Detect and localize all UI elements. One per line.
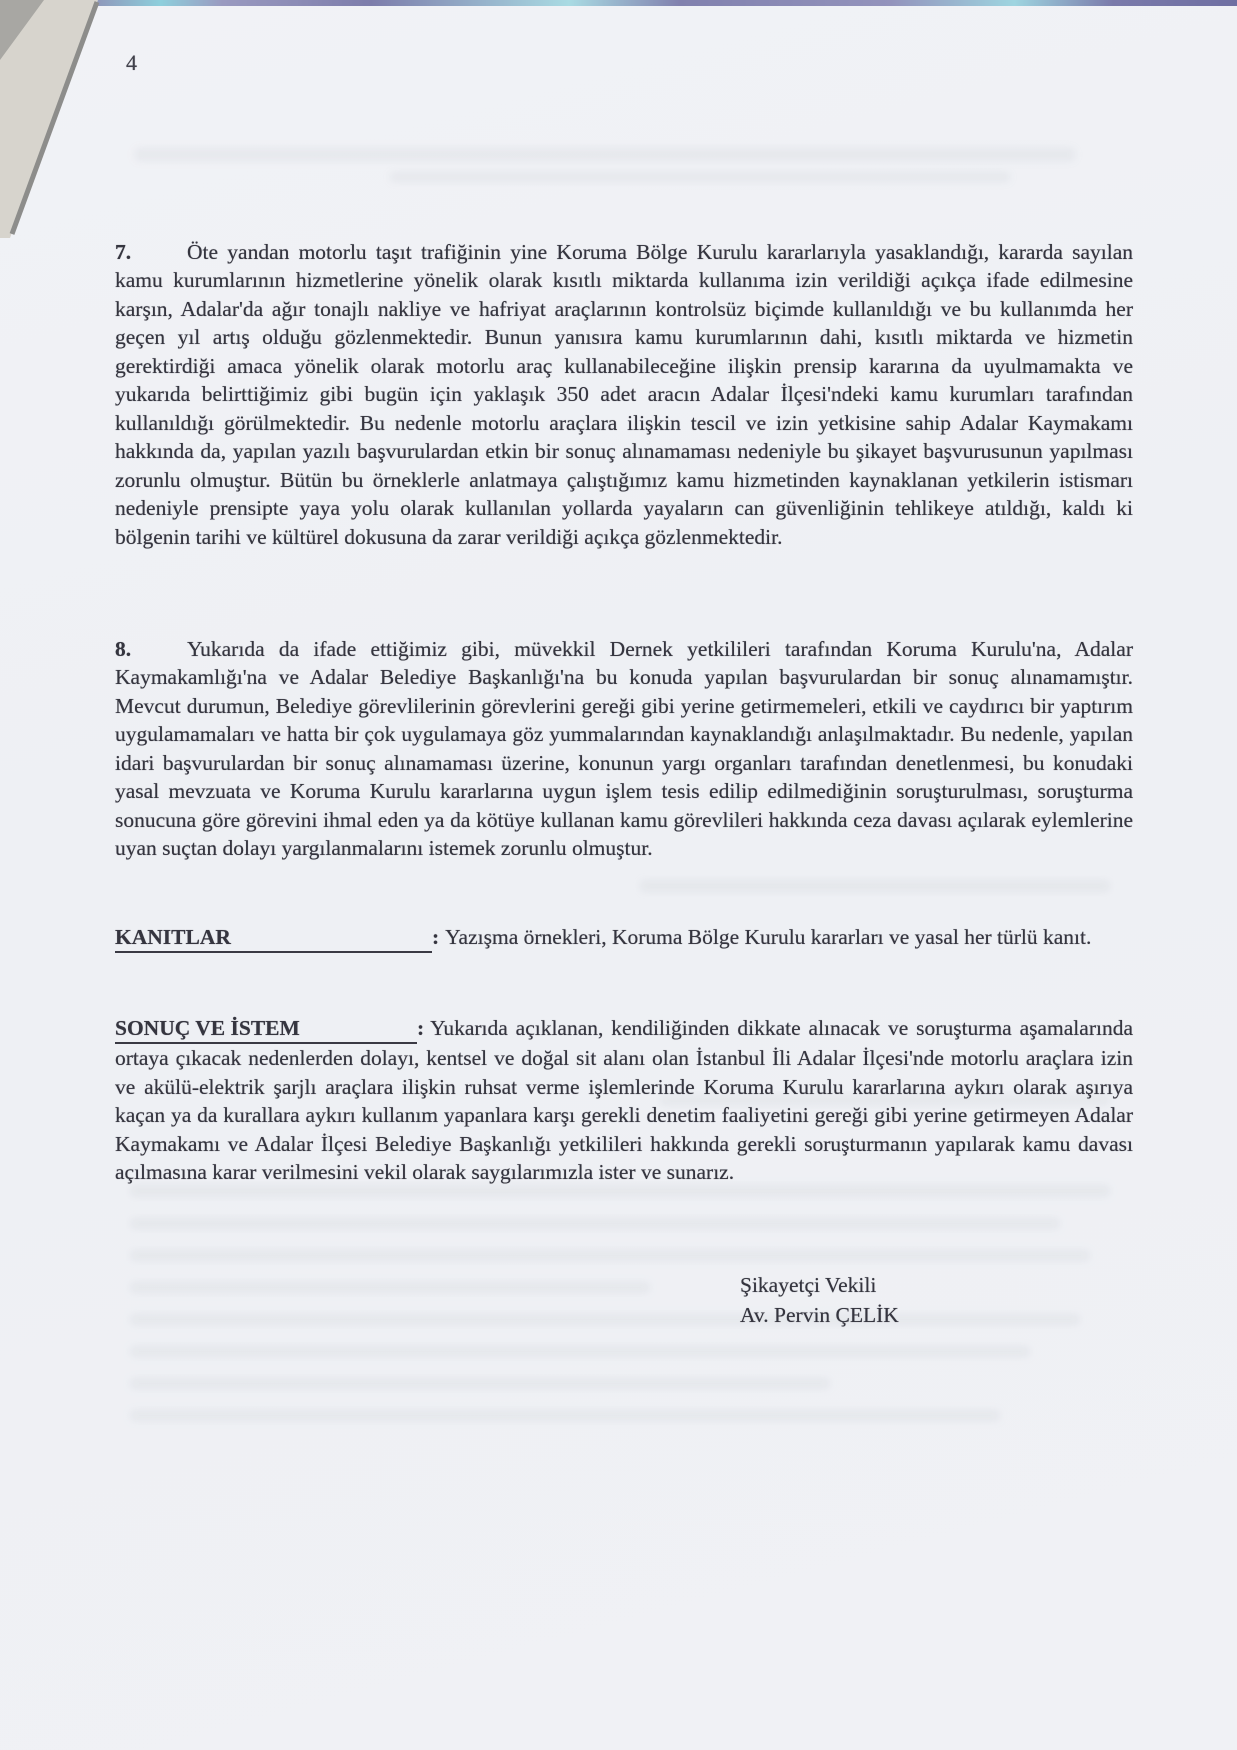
conclusion-section	[115, 1014, 1133, 1187]
bleedthrough-band	[390, 172, 1010, 182]
paragraph-8-text: Yukarıda da ifade ettiğimiz gibi, müvekkil Dernek yetkilileri tarafından Koruma Kurulu'na, Adalar Kaymakamlığı'na ve Adalar Belediye Başkanlığı'na bu konuda yapılan başvurulardan bir sonuç alınamamıştır. Mevcut durumun, Belediye görevlilerinin görevlerini gereği gibi yerine getirmemeleri, etkili ve caydırıcı bir yaptırım uygulamamaları ve hatta bir çok uygulamaya göz yummalarından kaynaklandığı anlaşılmaktadır. Bu nedenle, yapılan idari başvurulardan bir sonuç alınamaması üzerine, konunun yargı organları tarafından denetlenmesi, bu konudaki yasal mevzuata ve Koruma Kurulu kararlarına uygun işlem tesis edilip edilmediğinin soruşturulması, soruşturma sonucuna göre görevini ihmal eden ya da kötüye kullanan kamu görevlileri hakkında ceza davası açılarak eylemlerine uyan suçtan dolayı yargılanmalarını istemek zorunlu olmuştur.	[115, 637, 1133, 861]
evidence-label: KANITLAR	[115, 923, 432, 953]
paragraph-8	[115, 635, 1133, 863]
paragraph-7-text: Öte yandan motorlu taşıt trafiğinin yine Koruma Bölge Kurulu kararlarıyla yasaklandığı, kararda sayılan kamu kurumlarının hizmetlerine yönelik olarak kısıtlı miktarda kullanıma izin verildiği açıkça ifade edilmesine karşın, Adalar'da ağır tonajlı nakliye ve hafriyat araçlarının kontrolsüz biçimde kullanıldığı ve bu kullanımda her geçen yıl artış olduğu gözlenmektedir. Bunun yanısıra kamu kurumlarının dahi, kısıtlı miktarda ve hizmetin gerektirdiği amaca yönelik olarak motorlu araç kullanabileceğine ilişkin prensip kararına da uyulmamakta ve yukarıda belirttiğimiz gibi bugün için yaklaşık 350 adet aracın Adalar İlçesi'ndeki kamu kurumları tarafından kullanıldığı görülmektedir. Bu nedenle motorlu araçlara ilişkin tescil ve izin yetkisine sahip Adalar Kaymakamı hakkında da, yapılan yazılı başvurulardan etkin bir sonuç alınamaması nedeniyle bu şikayet başvurusunun yapılması zorunlu olmuştur. Bütün bu örneklerle anlatmaya çalıştığımız kamu hizmetinden kaynaklanan yetkilerin istismarı nedeniyle prensipte yaya yolu olarak kullanılan yollarda yayaların can güvenliğinin tehlikeye atıldığı, kaldı ki bölgenin tarihi ve kültürel dokusuna da zarar verildiği açıkça gözlenmektedir.	[115, 240, 1133, 549]
signature-name: Av. Pervin ÇELİK	[740, 1303, 899, 1327]
signature-block	[740, 1270, 899, 1330]
evidence-text: Yazışma örnekleri, Koruma Bölge Kurulu kararları ve yasal her türlü kanıt.	[445, 925, 1092, 949]
paragraph-8-number: 8.	[115, 637, 132, 661]
evidence-section	[115, 923, 1133, 953]
bleedthrough-band	[130, 1250, 1090, 1261]
bleedthrough-band	[130, 1410, 1000, 1421]
conclusion-text: Yukarıda açıklanan, kendiliğinden dikkate alınacak ve soruşturma aşamalarında ortaya çıkacak nedenlerden dolayı, kentsel ve doğal sit alanı olan İstanbul İli Adalar İlçesi'nde motorlu araçlara izin ve akülü-elektrik şarjlı araçlara ilişkin ruhsat verme işlemlerinde Koruma Kurulu kararlarına aykırı olarak aşırıya kaçan ya da kurallara aykırı kullanım yapanlara karşı gerekli denetim faaliyetini gereği gibi yerine getirmeyen Adalar Kaymakamı ve Adalar İlçesi Belediye Başkanlığı yetkilileri hakkında gerekli soruşturmanın yapılarak kamu davası açılmasına karar verilmesini vekil olarak saygılarımızla ister ve sunarız.	[115, 1016, 1133, 1185]
conclusion-label: SONUÇ VE İSTEM	[115, 1014, 417, 1044]
bleedthrough-band	[130, 1314, 1080, 1325]
bleedthrough-band	[130, 1282, 650, 1293]
page-number: 4	[126, 50, 137, 75]
bleedthrough-band	[130, 1346, 1030, 1357]
bleedthrough-band	[130, 1185, 1110, 1197]
bleedthrough-band	[130, 1378, 830, 1389]
paragraph-7-number: 7.	[115, 240, 132, 264]
scan-edge-artifact	[0, 0, 1237, 6]
conclusion-colon: :	[417, 1016, 425, 1040]
paragraph-7	[115, 238, 1133, 551]
page-corner-fold	[0, 0, 125, 238]
bleedthrough-band	[135, 148, 1075, 161]
bleedthrough-band	[640, 880, 1110, 892]
signature-role: Şikayetçi Vekili	[740, 1273, 877, 1297]
evidence-colon: :	[432, 925, 440, 949]
bleedthrough-band	[130, 1218, 1060, 1229]
